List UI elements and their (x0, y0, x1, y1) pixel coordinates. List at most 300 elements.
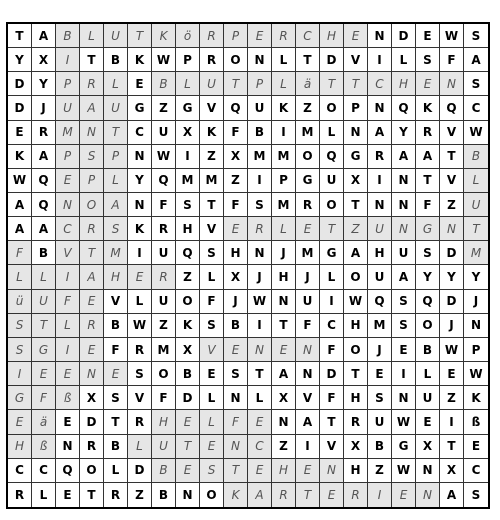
grid-cell[interactable]: T (80, 241, 104, 265)
grid-cell[interactable]: N (296, 362, 320, 386)
grid-cell[interactable]: B (104, 435, 128, 459)
grid-cell[interactable]: I (368, 169, 392, 193)
grid-cell[interactable]: A (80, 96, 104, 120)
grid-cell[interactable]: I (176, 145, 200, 169)
grid-cell[interactable]: F (56, 290, 80, 314)
grid-cell[interactable]: U (296, 290, 320, 314)
grid-cell[interactable]: R (128, 338, 152, 362)
grid-cell[interactable]: R (272, 483, 296, 507)
grid-cell[interactable]: T (272, 314, 296, 338)
grid-cell[interactable]: J (224, 290, 248, 314)
grid-cell[interactable]: U (248, 96, 272, 120)
grid-cell[interactable]: X (272, 386, 296, 410)
grid-cell[interactable]: I (392, 362, 416, 386)
grid-cell[interactable]: Z (440, 193, 464, 217)
grid-cell[interactable]: Q (56, 459, 80, 483)
grid-cell[interactable]: U (320, 169, 344, 193)
grid-cell[interactable]: X (176, 121, 200, 145)
grid-cell[interactable]: W (440, 24, 464, 48)
grid-cell[interactable]: V (440, 169, 464, 193)
grid-cell[interactable]: W (464, 362, 488, 386)
grid-cell[interactable]: H (392, 72, 416, 96)
grid-cell[interactable]: J (32, 96, 56, 120)
grid-cell[interactable]: ä (296, 72, 320, 96)
grid-cell[interactable]: U (56, 96, 80, 120)
grid-cell[interactable]: M (176, 169, 200, 193)
grid-cell[interactable]: R (296, 193, 320, 217)
grid-cell[interactable]: Q (32, 169, 56, 193)
grid-cell[interactable]: Q (320, 145, 344, 169)
grid-cell[interactable]: M (368, 314, 392, 338)
grid-cell[interactable]: M (56, 121, 80, 145)
grid-cell[interactable]: Y (440, 265, 464, 289)
grid-cell[interactable]: S (471, 487, 481, 502)
grid-cell[interactable]: S (8, 338, 32, 362)
grid-cell[interactable]: V (104, 290, 128, 314)
grid-cell[interactable]: R (272, 24, 296, 48)
grid-cell[interactable]: T (344, 193, 368, 217)
grid-cell[interactable]: M (296, 121, 320, 145)
grid-cell[interactable]: E (392, 338, 416, 362)
grid-cell[interactable]: R (152, 217, 176, 241)
grid-cell[interactable]: L (128, 435, 152, 459)
grid-cell[interactable]: N (80, 121, 104, 145)
grid-cell[interactable]: V (200, 217, 224, 241)
grid-cell[interactable]: S (416, 48, 440, 72)
grid-cell[interactable]: N (368, 24, 392, 48)
grid-cell[interactable]: V (344, 48, 368, 72)
grid-cell[interactable]: K (272, 96, 296, 120)
grid-cell[interactable]: S (80, 145, 104, 169)
grid-cell[interactable]: N (392, 169, 416, 193)
grid-cell[interactable]: D (320, 48, 344, 72)
grid-cell[interactable]: L (392, 48, 416, 72)
grid-cell[interactable]: Z (200, 145, 224, 169)
grid-cell[interactable]: Y (32, 72, 56, 96)
grid-cell[interactable]: G (320, 241, 344, 265)
grid-cell[interactable]: T (8, 24, 32, 48)
grid-cell[interactable]: L (416, 362, 440, 386)
grid-cell[interactable]: N (344, 121, 368, 145)
grid-cell[interactable]: Q (152, 169, 176, 193)
grid-cell[interactable]: O (176, 290, 200, 314)
grid-cell[interactable]: U (200, 72, 224, 96)
grid-cell[interactable]: S (464, 72, 488, 96)
grid-cell[interactable]: E (296, 459, 320, 483)
grid-cell[interactable]: B (464, 145, 488, 169)
grid-cell[interactable]: A (272, 362, 296, 386)
grid-cell[interactable]: M (464, 241, 488, 265)
grid-cell[interactable]: M (200, 169, 224, 193)
grid-cell[interactable]: E (128, 265, 152, 289)
grid-cell[interactable]: O (320, 96, 344, 120)
grid-cell[interactable]: E (56, 483, 80, 507)
grid-cell[interactable]: Z (296, 96, 320, 120)
grid-cell[interactable]: U (464, 193, 488, 217)
grid-cell[interactable]: G (392, 435, 416, 459)
grid-cell[interactable]: O (344, 265, 368, 289)
grid-cell[interactable]: N (416, 483, 440, 507)
grid-cell[interactable]: E (416, 24, 440, 48)
grid-cell[interactable]: T (440, 435, 464, 459)
grid-cell[interactable]: R (32, 121, 56, 145)
grid-cell[interactable]: K (464, 386, 488, 410)
grid-cell[interactable]: H (224, 241, 248, 265)
grid-cell[interactable]: H (320, 24, 344, 48)
grid-cell[interactable]: N (248, 338, 272, 362)
grid-cell[interactable]: R (200, 48, 224, 72)
grid-cell[interactable]: V (440, 121, 464, 145)
grid-cell[interactable]: L (104, 72, 128, 96)
grid-cell[interactable]: F (440, 48, 464, 72)
grid-cell[interactable]: O (80, 193, 104, 217)
grid-cell[interactable]: R (368, 145, 392, 169)
grid-cell[interactable]: N (392, 217, 416, 241)
grid-cell[interactable]: A (416, 145, 440, 169)
grid-cell[interactable]: R (152, 265, 176, 289)
grid-cell[interactable]: E (344, 24, 368, 48)
grid-cell[interactable]: U (368, 410, 392, 434)
grid-cell[interactable]: P (80, 169, 104, 193)
grid-cell[interactable]: F (32, 386, 56, 410)
grid-cell[interactable]: F (200, 290, 224, 314)
grid-cell[interactable]: W (8, 169, 32, 193)
grid-cell[interactable]: I (248, 169, 272, 193)
grid-cell[interactable]: F (104, 338, 128, 362)
grid-cell[interactable]: C (320, 314, 344, 338)
grid-cell[interactable]: Z (344, 217, 368, 241)
grid-cell[interactable]: H (344, 386, 368, 410)
grid-cell[interactable]: J (368, 338, 392, 362)
grid-cell[interactable]: L (272, 72, 296, 96)
grid-cell[interactable]: F (416, 193, 440, 217)
grid-cell[interactable]: A (8, 217, 32, 241)
grid-cell[interactable]: S (8, 314, 32, 338)
grid-cell[interactable]: G (176, 96, 200, 120)
grid-cell[interactable]: X (344, 435, 368, 459)
grid-cell[interactable]: E (80, 338, 104, 362)
grid-cell[interactable]: L (32, 265, 56, 289)
grid-cell[interactable]: I (248, 314, 272, 338)
grid-cell[interactable]: P (224, 24, 248, 48)
grid-cell[interactable]: T (320, 217, 344, 241)
grid-cell[interactable]: T (176, 435, 200, 459)
grid-cell[interactable]: M (296, 241, 320, 265)
grid-cell[interactable]: P (104, 145, 128, 169)
grid-cell[interactable]: O (344, 338, 368, 362)
grid-cell[interactable]: R (8, 483, 32, 507)
grid-cell[interactable]: B (176, 362, 200, 386)
grid-cell[interactable]: T (224, 459, 248, 483)
grid-cell[interactable]: L (320, 121, 344, 145)
grid-cell[interactable]: C (8, 459, 32, 483)
grid-cell[interactable]: E (8, 121, 32, 145)
grid-cell[interactable]: N (392, 386, 416, 410)
grid-cell[interactable]: N (464, 314, 488, 338)
grid-cell[interactable]: O (416, 314, 440, 338)
grid-cell[interactable]: V (296, 386, 320, 410)
grid-cell[interactable]: E (104, 362, 128, 386)
grid-cell[interactable]: E (80, 290, 104, 314)
grid-cell[interactable]: M (104, 241, 128, 265)
grid-cell[interactable]: N (224, 386, 248, 410)
grid-cell[interactable]: L (32, 483, 56, 507)
grid-cell[interactable]: Z (176, 265, 200, 289)
grid-cell[interactable]: C (248, 435, 272, 459)
grid-cell[interactable]: L (56, 314, 80, 338)
grid-cell[interactable]: K (152, 24, 176, 48)
grid-cell[interactable]: S (200, 459, 224, 483)
grid-cell[interactable]: X (176, 338, 200, 362)
grid-cell[interactable]: V (200, 338, 224, 362)
grid-cell[interactable]: L (200, 265, 224, 289)
grid-cell[interactable]: R (104, 483, 128, 507)
grid-cell[interactable]: F (224, 410, 248, 434)
grid-cell[interactable]: T (320, 410, 344, 434)
grid-cell[interactable]: W (152, 145, 176, 169)
grid-cell[interactable]: B (368, 435, 392, 459)
grid-cell[interactable]: ß (464, 410, 488, 434)
grid-cell[interactable]: Z (128, 483, 152, 507)
grid-cell[interactable]: E (416, 410, 440, 434)
grid-cell[interactable]: Z (272, 435, 296, 459)
grid-cell[interactable]: T (80, 48, 104, 72)
grid-cell[interactable]: L (176, 72, 200, 96)
grid-cell[interactable]: A (464, 48, 488, 72)
grid-cell[interactable]: N (320, 459, 344, 483)
grid-cell[interactable]: F (320, 338, 344, 362)
grid-cell[interactable]: H (152, 410, 176, 434)
grid-cell[interactable]: D (8, 96, 32, 120)
grid-cell[interactable]: V (128, 386, 152, 410)
grid-cell[interactable]: A (104, 193, 128, 217)
grid-cell[interactable]: ä (32, 410, 56, 434)
grid-cell[interactable]: V (200, 96, 224, 120)
grid-cell[interactable]: L (104, 459, 128, 483)
grid-cell[interactable]: N (296, 338, 320, 362)
grid-cell[interactable]: K (128, 217, 152, 241)
grid-cell[interactable]: X (416, 435, 440, 459)
grid-cell[interactable]: M (272, 193, 296, 217)
grid-cell[interactable]: B (152, 72, 176, 96)
grid-cell[interactable]: H (344, 314, 368, 338)
grid-cell[interactable]: S (416, 241, 440, 265)
grid-cell[interactable]: A (368, 121, 392, 145)
grid-cell[interactable]: W (128, 314, 152, 338)
grid-cell[interactable]: U (368, 217, 392, 241)
grid-cell[interactable]: S (392, 290, 416, 314)
grid-cell[interactable]: U (368, 265, 392, 289)
grid-cell[interactable]: N (440, 72, 464, 96)
grid-cell[interactable]: G (344, 145, 368, 169)
grid-cell[interactable]: C (464, 459, 488, 483)
grid-cell[interactable]: U (152, 290, 176, 314)
grid-cell[interactable]: E (440, 362, 464, 386)
grid-cell[interactable]: T (464, 217, 488, 241)
grid-cell[interactable]: D (80, 410, 104, 434)
grid-cell[interactable]: B (104, 48, 128, 72)
grid-cell[interactable]: C (296, 24, 320, 48)
grid-cell[interactable]: L (320, 265, 344, 289)
grid-cell[interactable]: U (392, 241, 416, 265)
grid-cell[interactable]: ü (8, 290, 32, 314)
grid-cell[interactable]: E (56, 410, 80, 434)
grid-cell[interactable]: F (296, 314, 320, 338)
grid-cell[interactable]: L (464, 169, 488, 193)
grid-cell[interactable]: T (344, 362, 368, 386)
grid-cell[interactable]: R (80, 72, 104, 96)
grid-cell[interactable]: P (464, 338, 488, 362)
grid-cell[interactable]: V (56, 241, 80, 265)
grid-cell[interactable]: T (440, 145, 464, 169)
grid-cell[interactable]: S (176, 193, 200, 217)
grid-cell[interactable]: A (8, 193, 32, 217)
grid-cell[interactable]: L (200, 410, 224, 434)
grid-cell[interactable]: C (464, 96, 488, 120)
grid-cell[interactable]: Q (176, 241, 200, 265)
grid-cell[interactable]: N (368, 193, 392, 217)
grid-cell[interactable]: P (272, 169, 296, 193)
grid-cell[interactable]: C (128, 121, 152, 145)
grid-cell[interactable]: E (320, 483, 344, 507)
grid-cell[interactable]: R (200, 24, 224, 48)
grid-cell[interactable]: Q (368, 290, 392, 314)
grid-cell[interactable]: W (248, 290, 272, 314)
grid-cell[interactable]: S (200, 241, 224, 265)
grid-cell[interactable]: M (248, 145, 272, 169)
grid-cell[interactable]: C (56, 217, 80, 241)
grid-cell[interactable]: P (176, 48, 200, 72)
grid-cell[interactable]: I (368, 483, 392, 507)
grid-cell[interactable]: N (56, 193, 80, 217)
grid-cell[interactable]: E (224, 338, 248, 362)
grid-cell[interactable]: P (56, 145, 80, 169)
grid-cell[interactable]: D (320, 362, 344, 386)
grid-cell[interactable]: J (296, 265, 320, 289)
grid-cell[interactable]: N (224, 435, 248, 459)
grid-cell[interactable]: M (272, 145, 296, 169)
grid-cell[interactable]: G (32, 338, 56, 362)
grid-cell[interactable]: B (152, 459, 176, 483)
grid-cell[interactable]: J (248, 265, 272, 289)
grid-cell[interactable]: A (32, 24, 56, 48)
grid-cell[interactable]: B (152, 483, 176, 507)
grid-cell[interactable]: A (32, 217, 56, 241)
grid-cell[interactable]: ö (176, 24, 200, 48)
grid-cell[interactable]: S (368, 386, 392, 410)
grid-cell[interactable]: Q (32, 193, 56, 217)
grid-cell[interactable]: Z (440, 386, 464, 410)
grid-cell[interactable]: E (416, 72, 440, 96)
grid-cell[interactable]: E (200, 435, 224, 459)
grid-cell[interactable]: L (272, 48, 296, 72)
grid-cell[interactable]: N (176, 483, 200, 507)
grid-cell[interactable]: H (272, 265, 296, 289)
grid-cell[interactable]: F (224, 193, 248, 217)
grid-cell[interactable]: Y (464, 265, 488, 289)
grid-cell[interactable]: A (392, 145, 416, 169)
grid-cell[interactable]: D (440, 290, 464, 314)
grid-cell[interactable]: B (248, 121, 272, 145)
grid-cell[interactable]: S (200, 314, 224, 338)
grid-cell[interactable]: S (128, 362, 152, 386)
grid-cell[interactable]: U (32, 290, 56, 314)
grid-cell[interactable]: Q (224, 96, 248, 120)
grid-cell[interactable]: L (128, 290, 152, 314)
grid-cell[interactable]: E (32, 362, 56, 386)
grid-cell[interactable]: A (392, 265, 416, 289)
grid-cell[interactable]: Y (392, 121, 416, 145)
grid-cell[interactable]: W (440, 338, 464, 362)
grid-cell[interactable]: D (8, 72, 32, 96)
grid-cell[interactable]: R (80, 314, 104, 338)
grid-cell[interactable]: Y (128, 169, 152, 193)
grid-cell[interactable]: O (296, 145, 320, 169)
grid-cell[interactable]: Q (440, 96, 464, 120)
grid-cell[interactable]: O (224, 48, 248, 72)
grid-cell[interactable]: X (224, 145, 248, 169)
grid-cell[interactable]: F (8, 241, 32, 265)
grid-cell[interactable]: N (392, 193, 416, 217)
grid-cell[interactable]: M (152, 338, 176, 362)
grid-cell[interactable]: A (440, 483, 464, 507)
grid-cell[interactable]: H (344, 459, 368, 483)
grid-cell[interactable]: T (224, 72, 248, 96)
grid-cell[interactable]: T (296, 483, 320, 507)
grid-cell[interactable]: V (320, 435, 344, 459)
grid-cell[interactable]: U (416, 386, 440, 410)
grid-cell[interactable]: W (392, 459, 416, 483)
grid-cell[interactable]: A (248, 483, 272, 507)
grid-cell[interactable]: E (272, 338, 296, 362)
grid-cell[interactable]: X (344, 169, 368, 193)
grid-cell[interactable]: E (176, 459, 200, 483)
grid-cell[interactable]: U (104, 24, 128, 48)
grid-cell[interactable]: N (248, 48, 272, 72)
grid-cell[interactable]: U (152, 121, 176, 145)
grid-cell[interactable]: A (32, 145, 56, 169)
grid-cell[interactable]: I (272, 121, 296, 145)
grid-cell[interactable]: Y (416, 265, 440, 289)
grid-cell[interactable]: R (344, 410, 368, 434)
grid-cell[interactable]: I (368, 48, 392, 72)
grid-cell[interactable]: ß (32, 435, 56, 459)
grid-cell[interactable]: J (272, 241, 296, 265)
grid-cell[interactable]: I (128, 241, 152, 265)
grid-cell[interactable]: W (344, 290, 368, 314)
grid-cell[interactable]: L (80, 24, 104, 48)
grid-cell[interactable]: H (272, 459, 296, 483)
grid-cell[interactable]: E (248, 410, 272, 434)
grid-cell[interactable]: I (56, 48, 80, 72)
grid-cell[interactable]: A (80, 265, 104, 289)
grid-cell[interactable]: S (104, 386, 128, 410)
grid-cell[interactable]: R (248, 217, 272, 241)
grid-cell[interactable]: G (296, 169, 320, 193)
grid-cell[interactable]: X (32, 48, 56, 72)
grid-cell[interactable]: O (320, 193, 344, 217)
grid-cell[interactable]: X (224, 265, 248, 289)
grid-cell[interactable]: T (248, 362, 272, 386)
grid-cell[interactable]: F (224, 121, 248, 145)
grid-cell[interactable]: E (8, 410, 32, 434)
grid-cell[interactable]: D (128, 459, 152, 483)
grid-cell[interactable]: B (56, 24, 80, 48)
grid-cell[interactable]: I (320, 290, 344, 314)
grid-cell[interactable]: E (176, 410, 200, 434)
grid-cell[interactable]: T (296, 48, 320, 72)
grid-cell[interactable]: T (80, 483, 104, 507)
